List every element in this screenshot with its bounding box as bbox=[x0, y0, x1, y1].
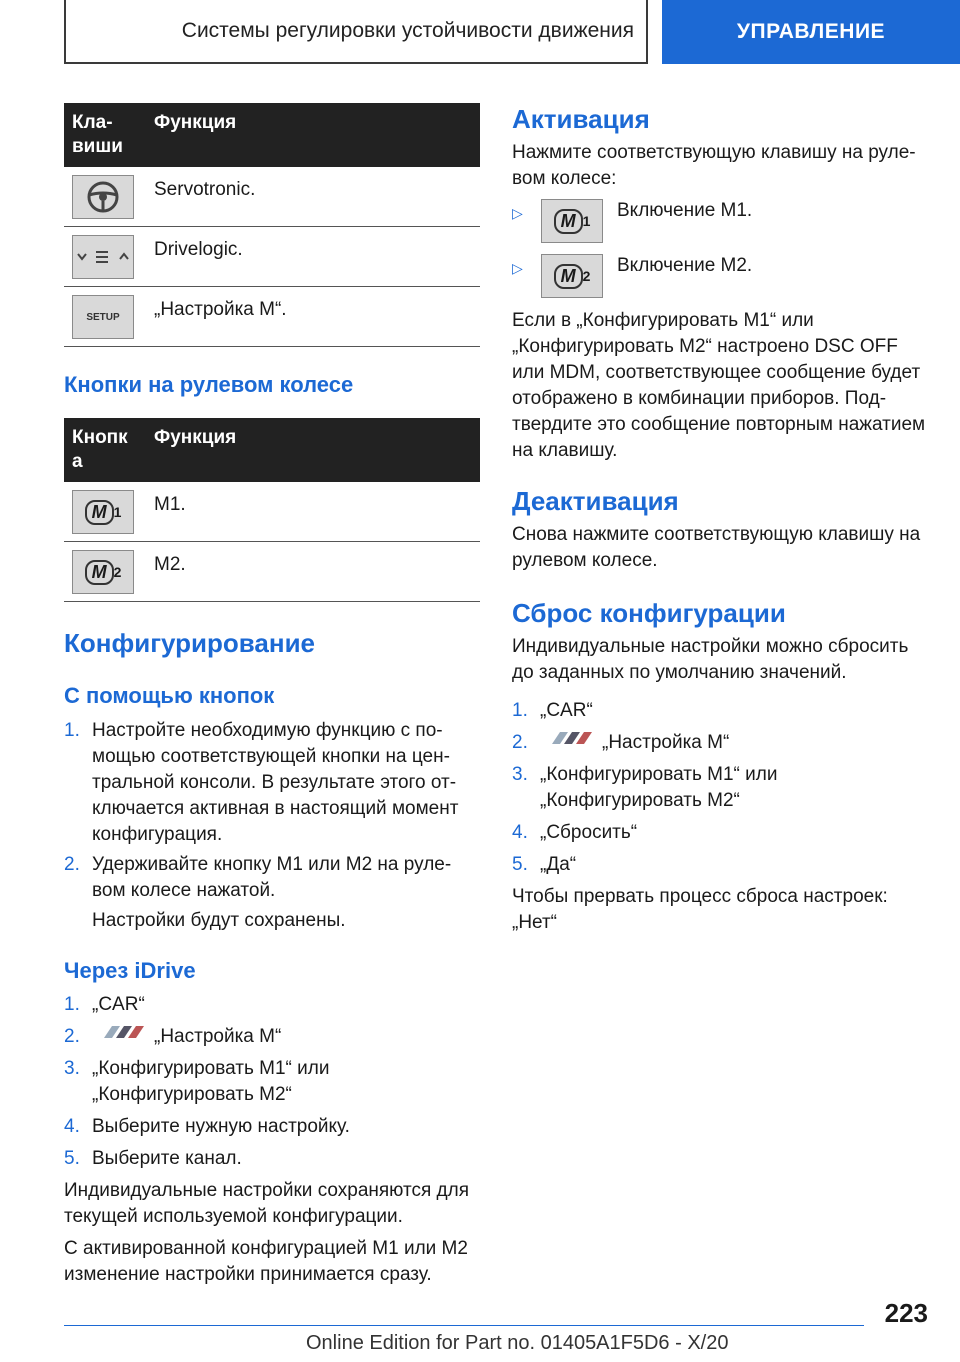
activation-note: Если в „Конфигурировать M1“ или „Конфигурировать M2“ настроено DSC OFF или MDM, соответствующее сообщение будет отображено в комбинации приборов. Под-твердите это сообщение повторным нажатием на клавишу. bbox=[512, 310, 926, 461]
col-button-header: Кнопк а bbox=[72, 427, 128, 472]
list-item: 5. „Да“ bbox=[512, 854, 577, 875]
footer-divider bbox=[64, 1325, 864, 1326]
table-row bbox=[64, 542, 480, 602]
section-title: Системы регулировки устойчивости движения bbox=[181, 19, 634, 42]
table-row bbox=[64, 482, 480, 542]
m-stripes-icon bbox=[98, 1024, 146, 1040]
deactivation-text: Снова нажмите соответствующую клавишу на рулевом колесе. bbox=[512, 524, 921, 571]
col-keys-header: Кла- виши bbox=[72, 112, 123, 157]
list-item: 3. „Конфигурировать M1“ или „Конфигурировать M2“ bbox=[64, 1058, 330, 1105]
drivelogic-icon bbox=[72, 235, 134, 279]
row-text: „Настройка M“. bbox=[154, 299, 287, 320]
config-heading: Конфигурирование bbox=[64, 628, 316, 658]
reset-text: Индивидуальные настройки можно сбросить до заданных по умолчанию значений. bbox=[512, 636, 909, 683]
row-text: M2. bbox=[154, 554, 186, 575]
row-text: Drivelogic. bbox=[154, 239, 243, 260]
row-text: Servotronic. bbox=[154, 179, 256, 200]
list-item: 1. „CAR“ bbox=[64, 994, 145, 1015]
bullet-arrow-icon: ▷ bbox=[512, 260, 523, 276]
idrive-paragraph-1: Индивидуальные настройки сохраняются для текущей используемой конфигурации. bbox=[64, 1180, 470, 1227]
activation-text: Нажмите соответствующую клавишу на руле-вом колесе: bbox=[512, 142, 916, 189]
chapter-tab[interactable] bbox=[662, 0, 960, 64]
keys-table bbox=[64, 103, 480, 347]
reset-heading: Сброс конфигурации bbox=[512, 598, 786, 628]
steering-wheel-icon bbox=[72, 175, 134, 219]
m2-button-icon: M 2 bbox=[541, 254, 603, 298]
col-function-header: Функция bbox=[154, 112, 237, 133]
m-stripes-icon bbox=[546, 730, 594, 746]
m1-button-icon: M 1 bbox=[72, 490, 134, 534]
table-row bbox=[64, 167, 480, 227]
table-header bbox=[64, 418, 480, 482]
buttons-heading: С помощью кнопок bbox=[64, 683, 275, 708]
activation-heading: Активация bbox=[512, 104, 650, 134]
deactivation-heading: Деактивация bbox=[512, 486, 679, 516]
activation-item: Включение M1. bbox=[617, 200, 753, 221]
list-item: 4. Выберите нужную настройку. bbox=[64, 1116, 350, 1137]
table-row bbox=[64, 287, 480, 347]
idrive-heading: Через iDrive bbox=[64, 958, 196, 983]
table-header bbox=[64, 103, 480, 167]
setup-button-icon bbox=[72, 295, 134, 339]
list-item: 2. Удерживайте кнопку M1 или M2 на руле-вом колесе нажатой. bbox=[64, 854, 452, 901]
list-item: 2. „Настройка M“ bbox=[64, 1026, 282, 1047]
list-item: 4. „Сбросить“ bbox=[512, 822, 638, 843]
list-item: 1. Настройте необходимую функцию с по-мощью соответствующей кнопки на цен-тральной консоли. В результате этого от-ключается активная в настоящий момент конфигурация. bbox=[64, 720, 459, 845]
buttons-note: Настройки будут сохранены. bbox=[92, 910, 346, 931]
running-header bbox=[64, 0, 648, 64]
idrive-paragraph-2: С активированной конфигурацией M1 или M2 изменение настройки принимается сразу. bbox=[64, 1238, 468, 1285]
activation-item: Включение M2. bbox=[617, 255, 753, 276]
list-item: 1. „CAR“ bbox=[512, 700, 593, 721]
list-item: 2. „Настройка M“ bbox=[512, 732, 730, 753]
steering-buttons-table bbox=[64, 418, 480, 602]
bullet-arrow-icon: ▷ bbox=[512, 205, 523, 221]
edition-footer: Online Edition for Part no. 01405A1F5D6 - X/20 bbox=[306, 1332, 729, 1354]
chapter-title: УПРАВЛЕНИЕ bbox=[736, 20, 886, 43]
reset-cancel: Чтобы прервать процесс сброса настроек: „Нет“ bbox=[512, 886, 888, 933]
col-function-header: Функция bbox=[154, 427, 237, 448]
list-item: 5. Выберите канал. bbox=[64, 1148, 242, 1169]
page-number: 223 bbox=[884, 1298, 928, 1328]
m2-button-icon: M 2 bbox=[72, 550, 134, 594]
setup-label: SETUP bbox=[86, 311, 120, 323]
m1-button-icon: M 1 bbox=[541, 199, 603, 243]
steering-buttons-heading: Кнопки на рулевом колесе bbox=[64, 372, 354, 397]
list-item: 3. „Конфигурировать M1“ или „Конфигурировать M2“ bbox=[512, 764, 778, 811]
table-row bbox=[64, 227, 480, 287]
row-text: M1. bbox=[154, 494, 186, 515]
